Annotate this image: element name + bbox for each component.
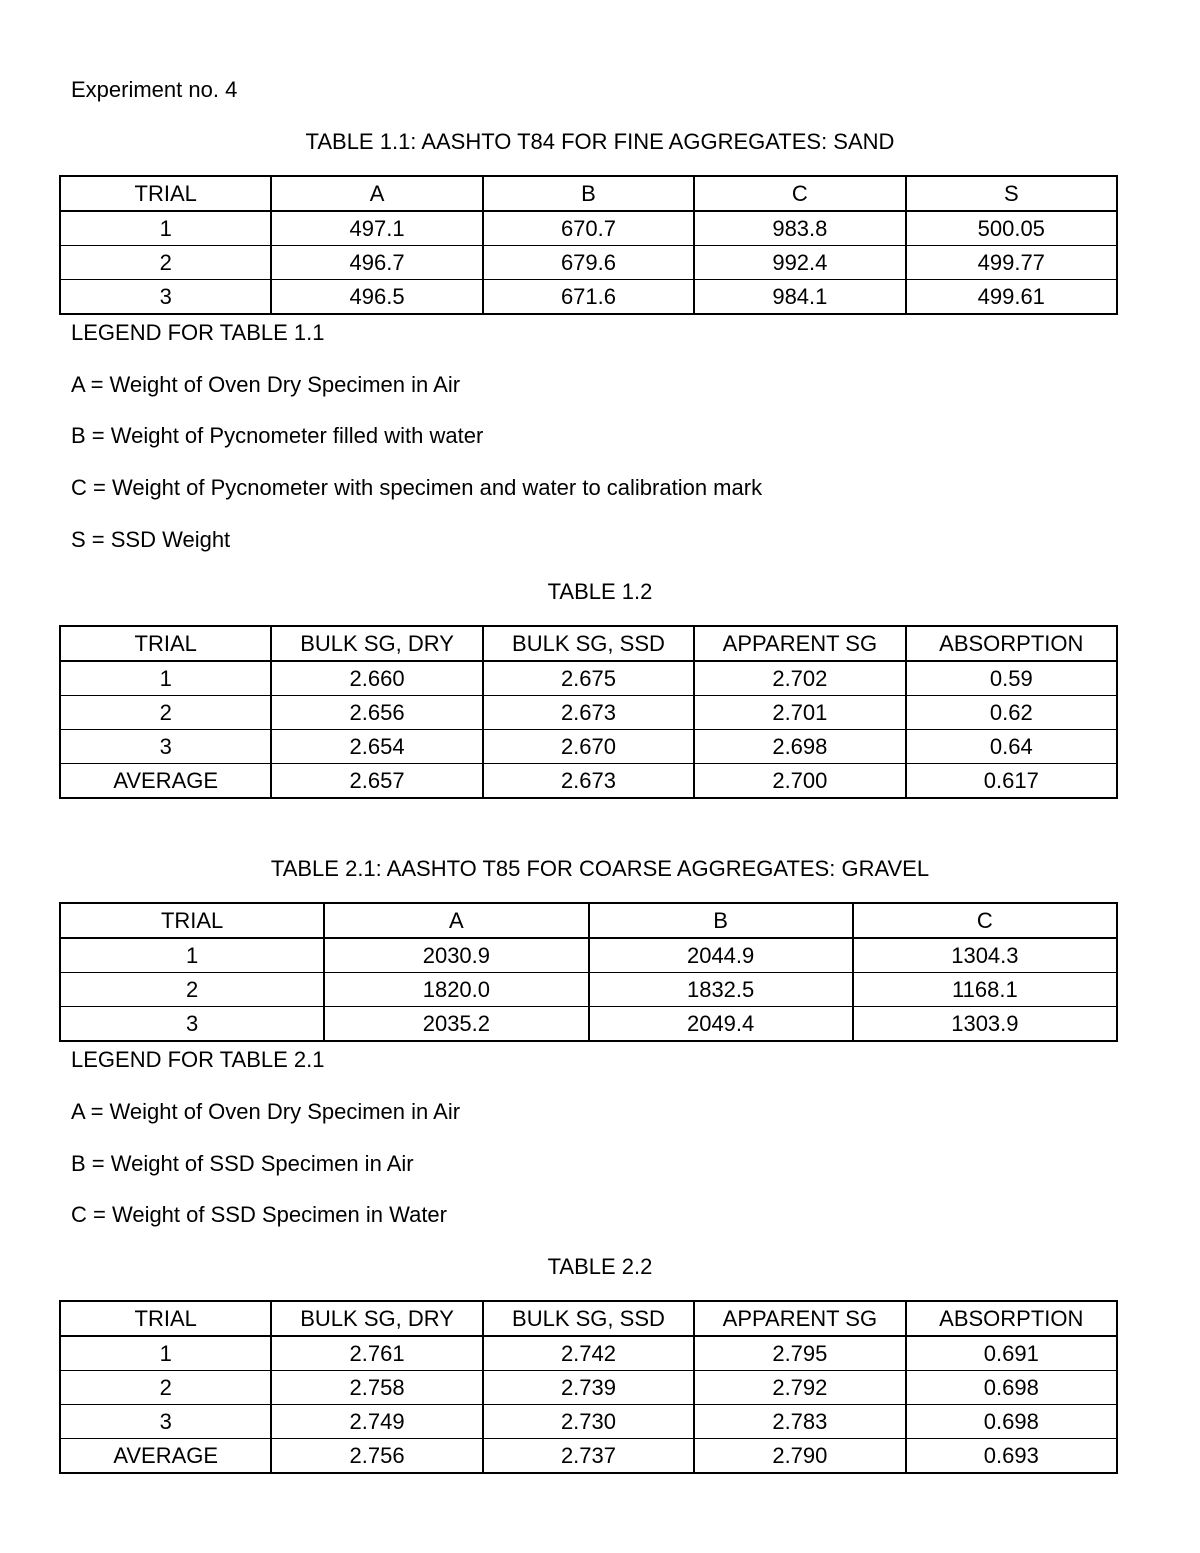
legend-item: B = Weight of SSD Specimen in Air: [71, 1151, 414, 1176]
table-row: [60, 1405, 1117, 1439]
table-row-average: [60, 1439, 1117, 1474]
table-row: [60, 730, 1117, 764]
header-cell: APPARENT SG: [694, 1301, 905, 1336]
legend-1-1-title: LEGEND FOR TABLE 1.1: [71, 320, 325, 345]
table-cell: 1: [60, 1336, 271, 1371]
table-row: [60, 661, 1117, 696]
table-cell: 2.761: [271, 1336, 482, 1371]
table-cell: 2.660: [271, 661, 482, 696]
table-2-2: [59, 1300, 1118, 1474]
header-cell: BULK SG, SSD: [483, 1301, 694, 1336]
table-cell: 1303.9: [853, 1007, 1117, 1042]
table-cell: 2.749: [271, 1405, 482, 1439]
table-cell: 2044.9: [589, 938, 853, 973]
table-cell: 2.730: [483, 1405, 694, 1439]
table-2-2-title: TABLE 2.2: [547, 1254, 653, 1279]
table-header-row: [60, 1301, 1117, 1336]
table-row: [60, 973, 1117, 1007]
table-cell: 497.1: [271, 211, 482, 246]
table-cell: 2: [60, 1371, 271, 1405]
table-row: [60, 1007, 1117, 1042]
header-cell: C: [853, 903, 1117, 938]
legend-item: S = SSD Weight: [71, 527, 231, 552]
header-cell: S: [906, 176, 1117, 211]
table-cell: 2.742: [483, 1336, 694, 1371]
table-row: [60, 280, 1117, 315]
table-cell: 2.670: [483, 730, 694, 764]
table-cell: 2.792: [694, 1371, 905, 1405]
table-cell: 3: [60, 1007, 324, 1042]
table-cell: 2.698: [694, 730, 905, 764]
table-cell: 2.657: [271, 764, 482, 799]
table-cell: 1820.0: [324, 973, 588, 1007]
table-cell: 496.5: [271, 280, 482, 315]
table-cell: 2.783: [694, 1405, 905, 1439]
table-header-row: [60, 626, 1117, 661]
header-cell: TRIAL: [60, 1301, 271, 1336]
table-cell: 670.7: [483, 211, 694, 246]
table-2-1: [59, 902, 1118, 1042]
header-cell: BULK SG, SSD: [483, 626, 694, 661]
table-cell: 2.656: [271, 696, 482, 730]
header-cell: TRIAL: [60, 176, 271, 211]
table-header-row: [60, 903, 1117, 938]
table-cell: 2.756: [271, 1439, 482, 1474]
header-cell: APPARENT SG: [694, 626, 905, 661]
table-row: [60, 211, 1117, 246]
experiment-title: Experiment no. 4: [71, 77, 238, 102]
table-row-average: [60, 764, 1117, 799]
table-row: [60, 696, 1117, 730]
table-row: [60, 246, 1117, 280]
table-cell: 0.698: [906, 1405, 1117, 1439]
table-cell: AVERAGE: [60, 764, 271, 799]
table-cell: 992.4: [694, 246, 905, 280]
table-cell: 2.737: [483, 1439, 694, 1474]
header-cell: TRIAL: [60, 903, 324, 938]
table-2-1-title: TABLE 2.1: AASHTO T85 FOR COARSE AGGREGATES: GRAVEL: [270, 856, 930, 881]
legend-item: C = Weight of Pycnometer with specimen and water to calibration mark: [71, 475, 763, 500]
header-cell: B: [483, 176, 694, 211]
table-cell: 0.62: [906, 696, 1117, 730]
header-cell: BULK SG, DRY: [271, 626, 482, 661]
table-cell: 499.77: [906, 246, 1117, 280]
table-1-2: [59, 625, 1118, 799]
table-cell: AVERAGE: [60, 1439, 271, 1474]
header-cell: ABSORPTION: [906, 1301, 1117, 1336]
table-cell: 983.8: [694, 211, 905, 246]
table-cell: 2035.2: [324, 1007, 588, 1042]
table-cell: 2.673: [483, 696, 694, 730]
table-cell: 2.790: [694, 1439, 905, 1474]
table-cell: 984.1: [694, 280, 905, 315]
table-cell: 2.673: [483, 764, 694, 799]
table-cell: 2.795: [694, 1336, 905, 1371]
header-cell: A: [271, 176, 482, 211]
table-cell: 2: [60, 696, 271, 730]
table-cell: 3: [60, 1405, 271, 1439]
table-cell: 500.05: [906, 211, 1117, 246]
table-cell: 0.617: [906, 764, 1117, 799]
table-cell: 0.64: [906, 730, 1117, 764]
table-cell: 2: [60, 246, 271, 280]
header-cell: BULK SG, DRY: [271, 1301, 482, 1336]
table-cell: 2.739: [483, 1371, 694, 1405]
table-cell: 1: [60, 938, 324, 973]
table-cell: 0.698: [906, 1371, 1117, 1405]
table-cell: 2.675: [483, 661, 694, 696]
table-cell: 496.7: [271, 246, 482, 280]
header-cell: C: [694, 176, 905, 211]
table-cell: 679.6: [483, 246, 694, 280]
table-cell: 1832.5: [589, 973, 853, 1007]
table-cell: 1: [60, 211, 271, 246]
table-cell: 0.59: [906, 661, 1117, 696]
legend-item: A = Weight of Oven Dry Specimen in Air: [71, 372, 461, 397]
table-cell: 3: [60, 730, 271, 764]
table-1-1: [59, 175, 1118, 315]
table-row: [60, 938, 1117, 973]
header-cell: B: [589, 903, 853, 938]
table-header-row: [60, 176, 1117, 211]
table-cell: 0.693: [906, 1439, 1117, 1474]
header-cell: ABSORPTION: [906, 626, 1117, 661]
table-row: [60, 1336, 1117, 1371]
table-cell: 1304.3: [853, 938, 1117, 973]
table-cell: 0.691: [906, 1336, 1117, 1371]
table-cell: 1: [60, 661, 271, 696]
table-1-2-title: TABLE 1.2: [547, 579, 653, 604]
table-cell: 2.758: [271, 1371, 482, 1405]
table-cell: 2.701: [694, 696, 905, 730]
table-cell: 1168.1: [853, 973, 1117, 1007]
header-cell: A: [324, 903, 588, 938]
table-cell: 2.700: [694, 764, 905, 799]
table-cell: 2030.9: [324, 938, 588, 973]
legend-item: A = Weight of Oven Dry Specimen in Air: [71, 1099, 461, 1124]
table-row: [60, 1371, 1117, 1405]
header-cell: TRIAL: [60, 626, 271, 661]
table-1-1-title: TABLE 1.1: AASHTO T84 FOR FINE AGGREGATES: SAND: [305, 129, 895, 154]
table-cell: 499.61: [906, 280, 1117, 315]
legend-item: B = Weight of Pycnometer filled with water: [71, 423, 484, 448]
legend-item: C = Weight of SSD Specimen in Water: [71, 1202, 447, 1227]
table-cell: 2049.4: [589, 1007, 853, 1042]
table-cell: 2.654: [271, 730, 482, 764]
table-cell: 2: [60, 973, 324, 1007]
legend-2-1-title: LEGEND FOR TABLE 2.1: [71, 1047, 325, 1072]
table-cell: 3: [60, 280, 271, 315]
table-cell: 671.6: [483, 280, 694, 315]
table-cell: 2.702: [694, 661, 905, 696]
